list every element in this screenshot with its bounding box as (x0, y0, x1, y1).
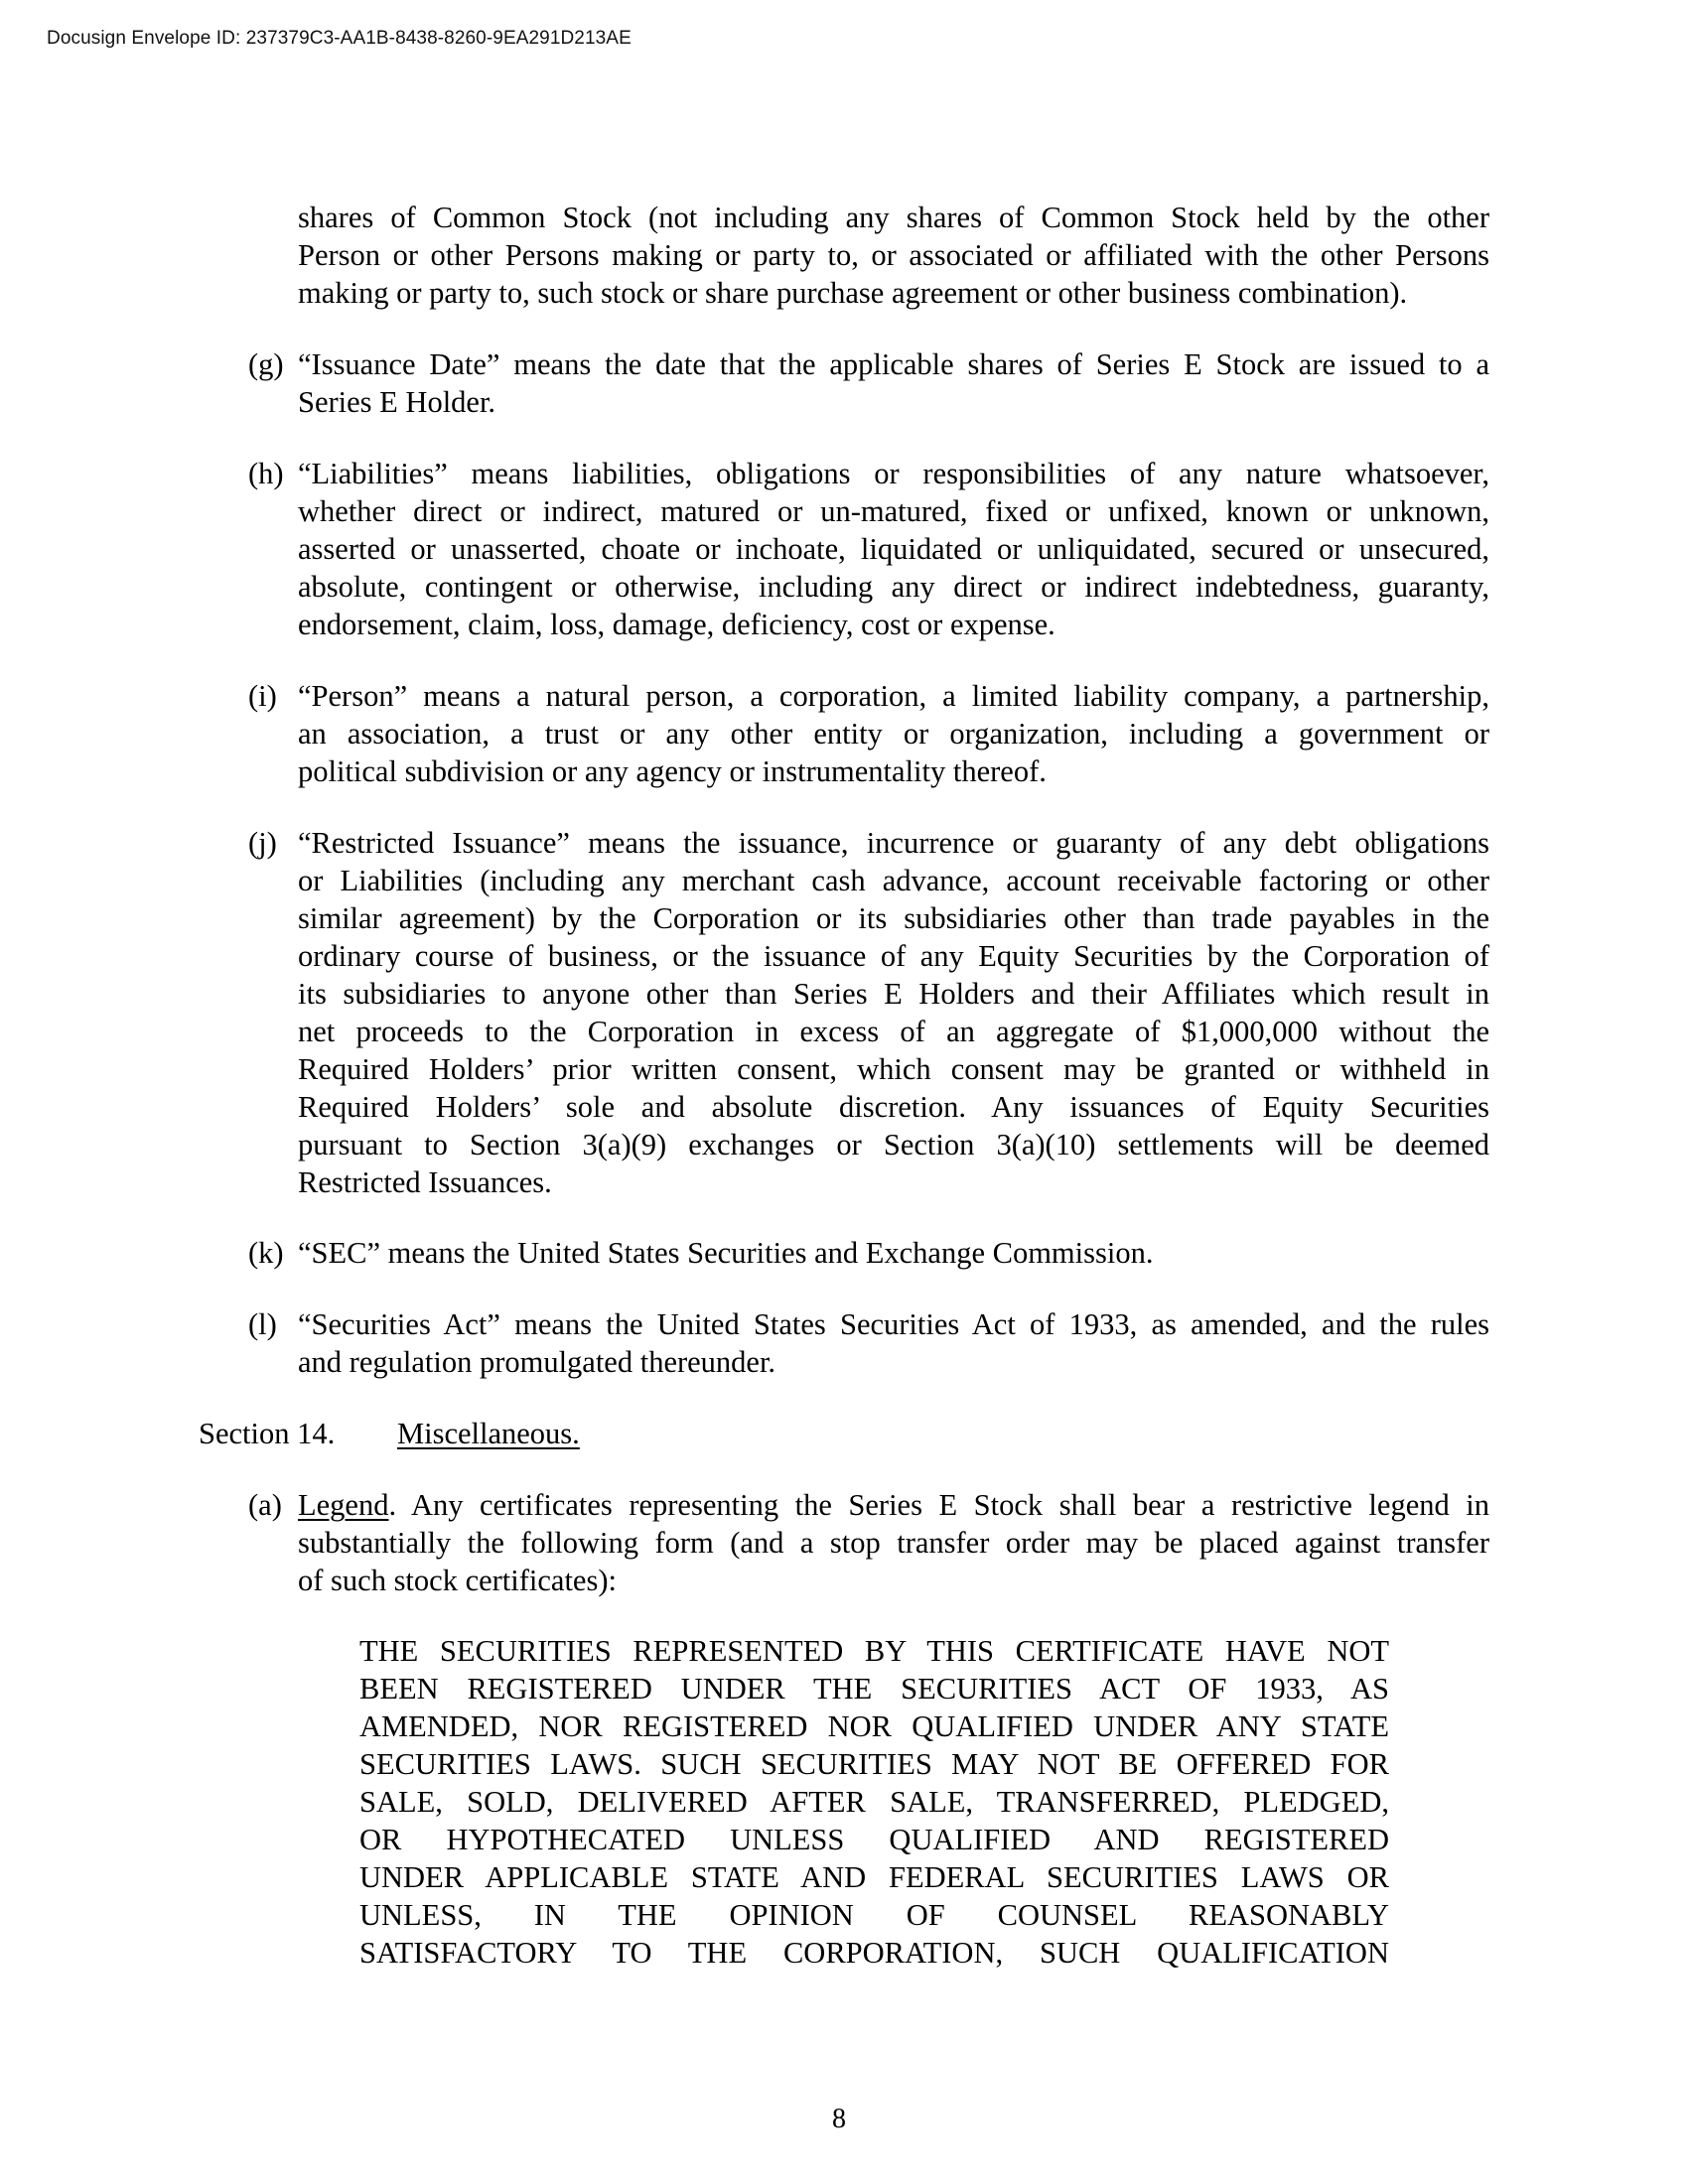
legend-line: AMENDED, NOR REGISTERED NOR QUALIFIED UNDER ANY STATE (359, 1709, 1389, 1743)
text-line: endorsement, claim, loss, damage, deficiency, cost or expense. (298, 608, 1055, 641)
text-line: Required Holders’ sole and absolute discretion. Any issuances of Equity Securities (298, 1090, 1489, 1124)
text-line: its subsidiaries to anyone other than Series E Holders and their Affiliates which result in (298, 977, 1489, 1011)
text-line: “Restricted Issuance” means the issuance, incurrence or guaranty of any debt obligations (298, 826, 1489, 860)
text-line: “SEC” means the United States Securities and Exchange Commission. (298, 1236, 1154, 1270)
docusign-envelope-id: Docusign Envelope ID: 237379C3-AA1B-8438-8260-9EA291D213AE (47, 28, 632, 49)
text-line: whether direct or indirect, matured or un-matured, fixed or unfixed, known or unknown, (298, 494, 1489, 528)
item-label: (k) (248, 1236, 284, 1270)
page-number: 8 (832, 2104, 846, 2134)
legend-line: SALE, SOLD, DELIVERED AFTER SALE, TRANSFERRED, PLEDGED, (359, 1785, 1389, 1819)
legend-line: THE SECURITIES REPRESENTED BY THIS CERTIFICATE HAVE NOT (359, 1634, 1389, 1668)
item-label: (l) (248, 1307, 277, 1341)
text-line: shares of Common Stock (not including any shares of Common Stock held by the other (298, 201, 1489, 234)
text-line: making or party to, such stock or share purchase agreement or other business combination). (298, 276, 1408, 310)
text-line: “Liabilities” means liabilities, obligations or responsibilities of any nature whatsoever, (298, 457, 1489, 490)
text-line: ordinary course of business, or the issuance of any Equity Securities by the Corporation of (298, 939, 1489, 973)
text-line: “Securities Act” means the United States Securities Act of 1933, as amended, and the rules (298, 1307, 1489, 1341)
text-line: absolute, contingent or otherwise, including any direct or indirect indebtedness, guaranty, (298, 570, 1489, 604)
legend-line: UNLESS, IN THE OPINION OF COUNSEL REASONABLY (359, 1898, 1389, 1932)
text-line: of such stock certificates): (298, 1564, 617, 1597)
text-line: substantially the following form (and a stop transfer order may be placed against transfer (298, 1526, 1489, 1560)
text-line: “Person” means a natural person, a corporation, a limited liability company, a partnership, (298, 679, 1489, 713)
text-line: Series E Holder. (298, 385, 496, 419)
legend-line: BEEN REGISTERED UNDER THE SECURITIES ACT OF 1933, AS (359, 1672, 1389, 1706)
item-label: (a) (248, 1488, 282, 1522)
legend-heading: Legend (298, 1488, 389, 1522)
legend-line: SATISFACTORY TO THE CORPORATION, SUCH QUALIFICATION (359, 1936, 1389, 1970)
section-number: Section 14. (199, 1417, 336, 1450)
text-line: Person or other Persons making or party to, or associated or affiliated with the other Persons (298, 238, 1489, 272)
section-title: Miscellaneous. (397, 1417, 580, 1450)
text-line: Restricted Issuances. (298, 1165, 552, 1199)
item-label: (i) (248, 679, 277, 713)
item-label: (g) (248, 347, 284, 381)
item-label: (h) (248, 457, 284, 490)
text-line: an association, a trust or any other entity or organization, including a government or (298, 717, 1489, 751)
text-line (298, 1486, 1489, 1524)
text-line: asserted or unasserted, choate or inchoate, liquidated or unliquidated, secured or unsecured, (298, 532, 1489, 566)
text-line: similar agreement) by the Corporation or its subsidiaries other than trade payables in the (298, 901, 1489, 935)
text-line: political subdivision or any agency or instrumentality thereof. (298, 754, 1047, 788)
text-line: and regulation promulgated thereunder. (298, 1345, 776, 1379)
text-line: Required Holders’ prior written consent, which consent may be granted or withheld in (298, 1052, 1489, 1086)
text-line: net proceeds to the Corporation in excess of an aggregate of $1,000,000 without the (298, 1015, 1489, 1048)
legend-line: OR HYPOTHECATED UNLESS QUALIFIED AND REGISTERED (359, 1823, 1389, 1856)
legend-line: UNDER APPLICABLE STATE AND FEDERAL SECURITIES LAWS OR (359, 1860, 1389, 1894)
text-line: pursuant to Section 3(a)(9) exchanges or Section 3(a)(10) settlements will be deemed (298, 1128, 1489, 1161)
item-label: (j) (248, 826, 277, 860)
legend-intro-text: . Any certificates representing the Series E Stock shall bear a restrictive legend in (388, 1488, 1489, 1522)
text-line: “Issuance Date” means the date that the applicable shares of Series E Stock are issued to a (298, 347, 1489, 381)
legend-line: SECURITIES LAWS. SUCH SECURITIES MAY NOT BE OFFERED FOR (359, 1747, 1389, 1781)
text-line: or Liabilities (including any merchant cash advance, account receivable factoring or other (298, 864, 1489, 897)
